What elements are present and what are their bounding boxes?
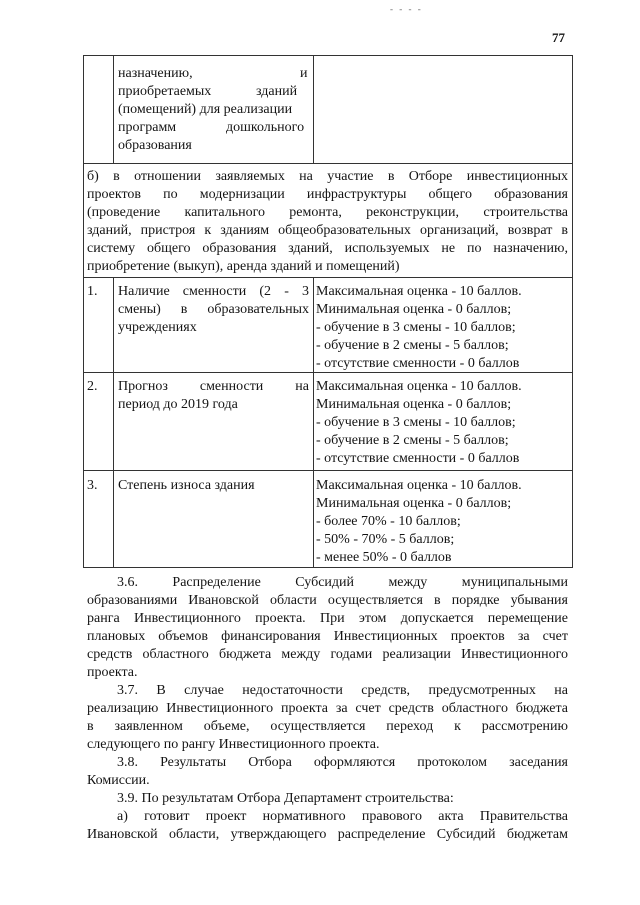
table-border-top [83,55,573,56]
page-number: 77 [552,30,565,45]
scan-fragment: - - - - [390,4,423,14]
number-column-line-top [113,55,114,163]
criterion-column-line [313,277,314,567]
top-row-divider [83,163,573,164]
table-border-left [83,55,84,568]
section-b-divider [83,277,573,278]
row-number: 1. [87,284,98,299]
number-column-line [113,277,114,567]
row2-divider [83,470,573,471]
criterion-column-line-top [313,55,314,163]
table-border-right [572,55,573,568]
row-number: 2. [87,379,98,394]
row-number: 3. [87,478,98,493]
table-border-bottom [83,567,573,568]
